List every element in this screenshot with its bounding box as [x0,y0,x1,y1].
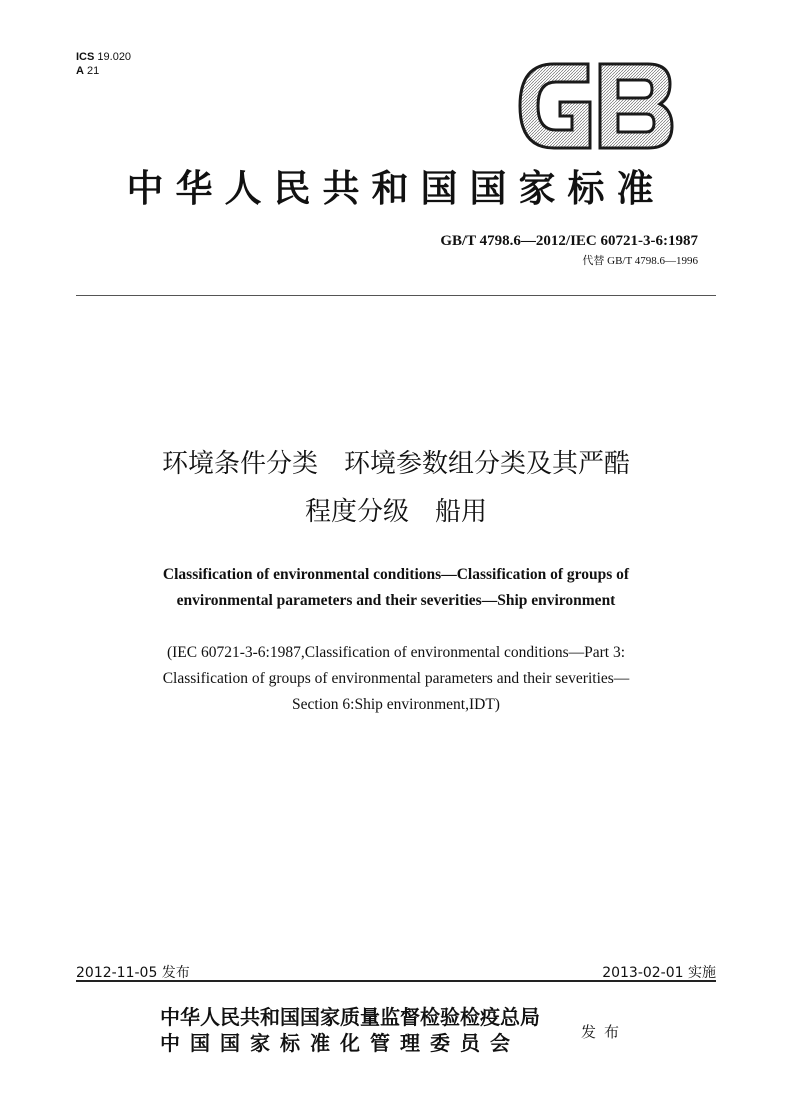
en-title-line-1: Classification of environmental conditions—Classification of groups of [162,566,630,583]
logo-letter-g [520,64,590,148]
iec-reference-line-2: Classification of groups of environmental parameters and their severities— [162,670,630,687]
logo-letter-b [600,64,672,148]
ics-label: ICS [76,51,95,63]
ics-code: 19.020 [97,51,132,63]
cn-title-line-2: 程度分级 船用 [304,497,487,527]
standard-number: GB/T 4798.6—2012/IEC 60721-3-6:1987 [440,233,698,249]
iec-reference-line-3: Section 6:Ship environment,IDT) [292,696,500,713]
replaces-standard: 代替 GB/T 4798.6—1996 [582,255,698,267]
footer-divider [76,980,716,982]
ics-classification [76,50,131,78]
iec-reference-line-1: (IEC 60721-3-6:1987,Classification of environmental conditions—Part 3: [166,644,626,661]
implementation-date: 2013-02-01 实施 [602,965,716,981]
publish-label: 发布 [581,1023,628,1041]
gb-logo [516,60,676,152]
issue-date: 2012-11-05 发布 [76,965,190,981]
ccs-label: A [76,65,84,77]
standard-type-title: 中华人民共和国国家标准 [126,166,666,210]
cn-title-line-1: 环境条件分类 环境参数组分类及其严酷 [161,449,630,479]
header-divider [76,295,716,296]
issuer-aqsiq: 中华人民共和国国家质量监督检验检疫总局 [160,1005,540,1029]
issuer-sac: 中国国家标准化管理委员会 [160,1031,520,1055]
ccs-code: 21 [87,65,100,77]
en-title-line-2: environmental parameters and their severities—Ship environment [176,592,616,609]
